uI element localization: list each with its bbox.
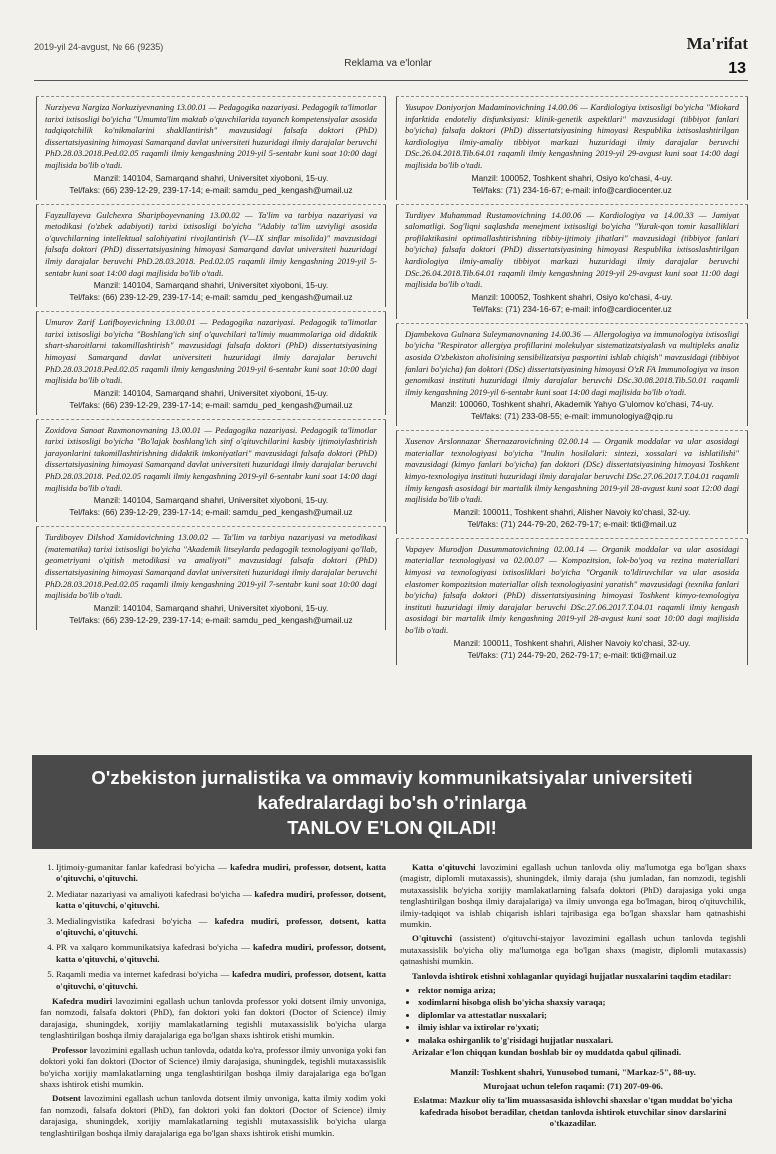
note: Eslatma: Mazkur oliy ta'lim muassasasida ishlovchi shaxslar o'tgan muddat bo'yicha kafedrada hisobot beradilar, chetdan tanlovda ishtirok etuvchilar sinov darslarini o'tkazadilar.	[413, 1095, 733, 1129]
announcement-text: Turdiboyev Dilshod Xamidovichning 13.00.02 — Ta'lim va tarbiya nazariyasi va metodikasi (matematika) tarixi ixtisosligi bo'yicha "Akademik litseylarda pedagogik texnologiyani qo'llab, geometriyani o'qitish metodikasi va amaliyoti" mavzusidagi falsafa doktori (PhD) dissertatsiyasining himoyasi Samarqand davlat universiteti huzuridagi ilmiy darajalar beruvchi PhD.28.03.2018.Ped.02.05 raqamli ilmiy kengashning 2019-yil 7-sentabr kuni soat 10:00 dagi majlisida bo'lib o'tadi.	[45, 532, 377, 601]
requirement-paragraph	[40, 1093, 386, 1139]
requirement-paragraph	[400, 862, 746, 930]
announcement-text: Umurov Zarif Latifboyevichning 13.00.01 — Pedagogika nazariyasi. Pedagogik ta'limotlar tarixi ixtisosligi bo'yicha "Boshlang'ich sinf o'quvchilari ta'limiy muammolariga oid didaktik shart-sharoitlarni takomillashtirish" mavzusidagi falsafa doktori (PhD) dissertatsiyasining himoyasi Samarqand davlat universiteti huzuridagi ilmiy darajalar beruvchi PhD.28.03.2018.Ped.02.05 raqamli ilmiy kengashning 2019-yil 6-sentabr kuni soat 10:00 dagi majlisida bo'lib o'tadi.	[45, 317, 377, 386]
vacancy-roles: kafedra mudiri, professor, dotsent, katta o'qituvchi, o'qituvchi.	[56, 915, 386, 938]
requirement-paragraph	[40, 996, 386, 1042]
left-ads-column	[36, 96, 386, 634]
announcement-address: Manzil: 140104, Samarqand shahri, Universitet xiyoboni, 15-uy.	[93, 602, 329, 613]
vacancy-left-column	[40, 862, 386, 1142]
announcement-contact: Tel/faks: (66) 239-12-29, 239-17-14; e-mail: samdu_ped_kengash@umail.uz	[69, 184, 353, 195]
announcement-text: Djambekova Gulnara Suleymanovnaning 14.00.36 — Allergologiya va immunologiya ixtisosligi bo'yicha "Respirator allergiya profillarini molekulyar sistematizatsiyalash va multipleks analiz asosida O'zbekiston aholisining sensibilizatsiya pasportini ishlab chiqish" mavzusidagi (tibbiyot fanlari bo'yicha) fan doktori (DSc) dissertatsiyasining himoyasi O'zR FA Immunologiya va inson genomikasi instituti huzuridagi ilmiy darajalar beruvchi DSc.30.08.2018.Tib.50.01 raqamli ilmiy kengashning 2019-yil 6-sentabr kuni soat 14:00 dagi majlisida bo'lib o'tadi.	[405, 328, 739, 397]
documents-list	[418, 985, 746, 1046]
requirement-text: lavozimini egallash uchun tanlovda dotsent ilmiy unvoniga, katta ilmiy xodim yoki fan nomzodi, falsafa doktori (PhD), fan doktori yoki fan doktori (Doctor of Science) ilmiy darajasiga, shuningdek, xorijiy mamlakatlarning tegishli mutaxassislik bo'yicha ularga tenglashtirilgan boshqa ilmiy darajalariga ega bo'lgan shaxs ishtirok etishi mumkin.	[40, 1093, 386, 1138]
announcement-contact: Tel/faks: (66) 239-12-29, 239-17-14; e-mail: samdu_ped_kengash@umail.uz	[69, 507, 353, 518]
announcement-text: Xusenov Arslonnazar Shernazarovichning 02.00.14 — Organik moddalar va ular asosidagi materiallar texnologiyasi bo'yicha "Inulin hosilalari: sintezi, xossalari va ishlatilishi" mavzusidagi (kimyo fanlari bo'yicha) fan doktori (DSc) dissertatsiyasining himoyasi Toshkent kimyo-texnologiya instituti huzuridagi ilmiy darajalar beruvchi DSc.27.06.2017.T.04.01 raqamli ilmiy kengash asosidagi bir martalik ilmiy kengashning 2019-yil 28-avgust kuni soat 12:00 dagi majlisida bo'lib o'tadi.	[405, 436, 739, 505]
requirement-lead: Dotsent	[52, 1093, 81, 1104]
vacancy-dept: Medialingvistika kafedrasi bo'yicha —	[56, 915, 208, 926]
announcement	[396, 323, 748, 427]
announcement	[396, 430, 748, 534]
announcement-contact: Tel/faks: (71) 244-79-20, 262-79-17; e-mail: tkti@mail.uz	[467, 649, 677, 660]
announcement-address: Manzil: 100052, Toshkent shahri, Osiyo ko'chasi, 4-uy.	[471, 291, 673, 302]
announcement-text: Turdiyev Muhammad Rustamovichning 14.00.06 — Kardiologiya va 14.00.33 — Jamiyat salomatligi. Sog'liqni saqlashda menejment ixtisosligi bo'yicha "Yurak-qon tomir kasalliklari profilaktikasini optimallashtirishning tibbiy-ijtimoiy jihatlari" mavzusidagi (tibbiyot fanlari bo'yicha) falsafa doktori (PhD) dissertatsiyasining himoyasi Respublika ixtisoslashtirilgan kardiologiya ilmiy-amaliy tibbiyot markazi huzuridagi ilmiy darajalar beruvchi DSc.26.04.2018.Tib.64.01 raqamli ilmiy kengashning 2019-yil 29-avgust kuni soat 11:00 dagi majlisida bo'lib o'tadi.	[405, 209, 739, 290]
requirement-lead: O'qituvchi	[412, 933, 453, 944]
vacancy-roles: kafedra mudiri, professor, dotsent, katta o'qituvchi, o'qituvchi.	[56, 969, 386, 991]
announcement-address: Manzil: 140104, Samarqand shahri, Universitet xiyoboni, 15-uy.	[93, 172, 329, 183]
vacancy-list	[40, 862, 386, 992]
banner-announcement: TANLOV E'LON QILADI!	[287, 817, 497, 838]
requirement-text: (assistent) o'qituvchi-stajyor lavozimini egallash uchun tanlovda tegishli mutaxassislik bo'yicha oliy ma'lumotga ega bo'lgan shaxs (magistr, diplomli mutaxassis) qatnashishi mumkin.	[400, 933, 747, 967]
vacancy-item	[56, 969, 386, 992]
announcement-address: Manzil: 100052, Toshkent shahri, Osiyo ko'chasi, 4-uy.	[471, 172, 673, 183]
vacancy-right-column	[400, 862, 746, 1133]
announcement	[36, 311, 386, 415]
page-header	[0, 0, 776, 90]
announcement	[396, 96, 748, 200]
announcement-contact: Tel/faks: (66) 239-12-29, 239-17-14; e-mail: samdu_ped_kengash@umail.uz	[69, 614, 353, 625]
announcement	[36, 204, 386, 308]
deadline: Arizalar e'lon chiqqan kundan boshlab bir oy muddatda qabul qilinadi.	[412, 1047, 682, 1058]
vacancy-dept: Ijtimoiy-gumanitar fanlar kafedrasi bo'yicha —	[56, 862, 227, 872]
announcement-text: Vapayev Murodjon Dusummatovichning 02.00.14 — Organik moddalar va ular asosidagi materiallar texnologiyasi va 02.00.07 — Kompozitsion, lok-bo'yoq va rezina materiallari kimyosi va texnologiyasi ixtisosliklari bo'yicha "Organik to'ldiruvchilar va ular asosida elastomer kompozitsion materiallar olish texnologiyasini yaratish" mavzusidagi (texnika fanlari bo'yicha) falsafa doktori (PhD) dissertatsiyasining himoyasi Toshkent kimyo-texnologiya instituti huzuridagi ilmiy darajalar beruvchi DSc.27.06.2017.T.04.01 raqamli ilmiy kengash asosidagi bir martalik ilmiy kengashning 2019-yil 28-avgust kuni soat 10:00 dagi majlisida bo'lib o'tadi.	[405, 543, 739, 635]
requirement-lead: Katta o'qituvchi	[412, 862, 476, 872]
announcement-contact: Tel/faks: (71) 234-16-67; e-mail: info@cardiocenter.uz	[472, 184, 672, 195]
newspaper-logo: Ma'rifat	[686, 34, 748, 53]
documents-intro: Tanlovda ishtirok etishni xohlaganlar quyidagi hujjatlar nusxalarini taqdim etadilar:	[412, 970, 732, 981]
requirement-paragraph	[400, 933, 746, 967]
announcement-contact: Tel/faks: (66) 239-12-29, 239-17-14; e-mail: samdu_ped_kengash@umail.uz	[69, 399, 353, 410]
announcement-address: Manzil: 100011, Toshkent shahri, Alisher Navoiy ko'chasi, 32-uy.	[453, 637, 691, 648]
vacancy-roles: kafedra mudiri, professor, dotsent, katta o'qituvchi, o'qituvchi.	[56, 862, 386, 884]
contact-phone: Murojaat uchun telefon raqami: (71) 207-09-06.	[483, 1080, 663, 1091]
vacancy-dept: Mediatar nazariyasi va amaliyoti kafedrasi bo'yicha —	[56, 888, 252, 899]
announcement-contact: Tel/faks: (71) 233-08-55; e-mail: immunologiya@qip.ru	[471, 411, 673, 422]
right-ads-column	[396, 96, 748, 669]
requirement-lead: Professor	[52, 1044, 88, 1055]
section-title: Reklama va e'lonlar	[344, 58, 432, 69]
announcement-contact: Tel/faks: (66) 239-12-29, 239-17-14; e-mail: samdu_ped_kengash@umail.uz	[69, 292, 353, 303]
document-item: • rektor nomiga ariza;	[418, 985, 746, 996]
announcement-address: Manzil: 100011, Toshkent shahri, Alisher Navoiy ko'chasi, 32-uy.	[453, 506, 691, 517]
vacancy-roles: kafedra mudiri, professor, dotsent, katta o'qituvchi, o'qituvchi.	[56, 888, 386, 911]
announcement	[396, 204, 748, 319]
announcement	[36, 419, 386, 523]
announcement	[36, 526, 386, 630]
vacancy-dept: PR va xalqaro kommunikatsiya kafedrasi bo'yicha —	[56, 942, 250, 953]
requirement-lead: Kafedra mudiri	[52, 996, 113, 1007]
requirement-text: lavozimini egallash uchun tanlovda professor yoki dotsent ilmiy unvoniga, fan nomzodi, falsafa doktori (PhD), fan doktori yoki fan doktori (Doctor of Science) ilmiy darajasiga, shuningdek, xorijiy mamlakatlarning tegishli mutaxassislik bo'yicha ularga tenglashtirilgan boshqa ilmiy darajalariga ega bo'lgan shaxs ishtirok etishi mumkin.	[40, 996, 387, 1041]
announcement-contact: Tel/faks: (71) 234-16-67; e-mail: info@cardiocenter.uz	[472, 303, 672, 314]
requirement-text: lavozimini egallash uchun tanlovda oliy ma'lumotga ega bo'lgan shaxs (magistr, diplomli mutaxassis), shuningdek, ilmiy daraja (shu jumladan, fan nomzodi, tegishli mutaxassislik bo'yicha xorijiy mamlakatlarning falsafa doktori (PhD) darajasiga yoki unga tenglashtirilgan boshqa ilmiy darajalariga) va ilmiy unvonga ega bo'lmagan, biroq o'qituvchilik, ilmiy-tadqiqot va ishlab chiqarish ishlari tajribasiga ega bo'lgan shaxslar ham qatnashishi mumkin.	[400, 862, 746, 930]
header-divider	[34, 80, 748, 81]
contact-address: Manzil: Toshkent shahri, Yunusobod tumani, "Markaz-5", 88-uy.	[450, 1066, 696, 1077]
announcement-address: Manzil: 140104, Samarqand shahri, Universitet xiyoboni, 15-uy.	[93, 495, 329, 506]
vacancy-item	[56, 862, 386, 885]
requirement-paragraph	[40, 1045, 386, 1091]
competition-banner	[32, 755, 752, 849]
announcement-text: Zoxidova Sanoat Raxmonovnaning 13.00.01 — Pedagogika nazariyasi. Pedagogik ta'limotlar tarixi ixtisosligi bo'yicha "Bo'lajak boshlang'ich sinf o'qituvchilarini kasbiy ijtimoiylashtirish jarayonlarini takomillashtirishning didaktik imkoniyatlari" mavzusidagi falsafa doktori (PhD) dissertatsiyasining himoyasi Samarqand davlat universiteti huzuridagi ilmiy darajalar beruvchi PhD.28.03.2018. Ped.02.05 raqamli ilmiy kengashning 2019-yil 6-sentabr kuni soat 14:00 dagi majlisida bo'lib o'tadi.	[45, 424, 377, 493]
banner-subtitle: kafedralardagi bo'sh o'rinlarga	[257, 792, 527, 813]
announcement	[36, 96, 386, 200]
announcement-contact: Tel/faks: (71) 244-79-20, 262-79-17; e-mail: tkti@mail.uz	[467, 518, 677, 529]
announcement-address: Manzil: 140104, Samarqand shahri, Universitet xiyoboni, 15-uy.	[93, 280, 329, 291]
announcement-text: Fayzullayeva Gulchexra Sharipboyevnaning 13.00.02 — Ta'lim va tarbiya nazariyasi va metodikasi (o'zbek adabiyoti) tarixi ixtisosligi bo'yicha "Adabiy ta'lim uzviyligi asosida o'quvchilarning intellektual salohiyatini rivojlantirish (V—IX sinflar misolida)" mavzusidagi falsafa doktori (PhD) dissertatsiyasining himoyasi Samarqand davlat universiteti huzuridagi ilmiy darajalar beruvchi PhD.28.03.2018. Ped.02.05 raqamli ilmiy kengashning 2019-yil 5-sentabr kuni soat 14:00 dagi majlisida bo'lib o'tadi.	[45, 209, 377, 278]
banner-university: O'zbekiston jurnalistika va ommaviy kommunikatsiyalar universiteti	[91, 767, 693, 788]
document-item: • diplomlar va attestatlar nusxalari;	[418, 1010, 746, 1021]
announcement-text: Nurziyeva Nargiza Norkuziyevnaning 13.00.01 — Pedagogika nazariyasi. Pedagogik ta'limotlar tarixi ixtisosligi bo'yicha "Umumta'lim maktab o'quvchilarida tayanch kompetensiyalar asosida tadqiqotchilik ko'nikmalarini shakllantirish" mavzusidagi falsafa doktori (PhD) dissertatsiyasining himoyasi Samarqand davlat universiteti huzuridagi ilmiy darajalar beruvchi PhD.28.03.2018.Ped.02.05 raqamli ilmiy kengashning 2019-yil 5-sentabr kuni soat 10:00 dagi majlisida bo'lib o'tadi.	[45, 102, 377, 170]
requirement-text: lavozimini egallash uchun tanlovda, odatda ko'ra, professor ilmiy unvoniga yoki fan doktori yoki fan doktori (Doctor of Science) ilmiy darajasiga, shuningdek, tegishli mutaxassislik bo'yicha xorijiy mamlakatlarning unga tenglashtirilgan boshqa ilmiy darajalariga ega bo'lgan shaxs ishtirok etishi mumkin.	[40, 1044, 386, 1089]
page-number: 13	[728, 60, 746, 77]
issue-date: 2019-yil 24-avgust, № 66 (9235)	[34, 42, 164, 52]
vacancy-item	[56, 889, 386, 912]
document-item: • xodimlarni hisobga olish bo'yicha shaxsiy varaqa;	[418, 997, 746, 1008]
announcement	[396, 538, 748, 665]
vacancy-item	[56, 942, 386, 965]
vacancy-item	[56, 916, 386, 939]
document-item: • malaka oshirganlik to'g'risidagi hujjatlar nusxalari.	[418, 1035, 746, 1046]
announcement-address: Manzil: 100060, Toshkent shahri, Akademik Yahyo G'ulomov ko'chasi, 74-uy.	[430, 399, 714, 410]
document-item: • ilmiy ishlar va ixtirolar ro'yxati;	[418, 1022, 746, 1033]
vacancy-roles: kafedra mudiri, professor, dotsent, katta o'qituvchi, o'qituvchi.	[56, 942, 386, 964]
vacancy-dept: Raqamli media va internet kafedrasi bo'yicha —	[56, 969, 230, 980]
announcement-address: Manzil: 140104, Samarqand shahri, Universitet xiyoboni, 15-uy.	[93, 387, 329, 398]
announcement-text: Yusupov Doniyorjon Madaminovichning 14.00.06 — Kardiologiya ixtisosligi bo'yicha "Miokard infarktida endoteliy disfunksiyasi: klinik-genetik aspektlari" mavzusidagi (tibbiyot fanlari bo'yicha) falsafa doktori (PhD) dissertatsiyasining himoyasi Respublika ixtisoslashtirilgan kardiologiya ilmiy-amaliy tibbiyot markazi huzuridagi ilmiy darajalar beruvchi DSc.26.04.2018.Tib.64.01 raqamli ilmiy kengashning 2019-yil 29-avgust kuni soat 14:00 dagi majlisida bo'lib o'tadi.	[405, 102, 739, 170]
